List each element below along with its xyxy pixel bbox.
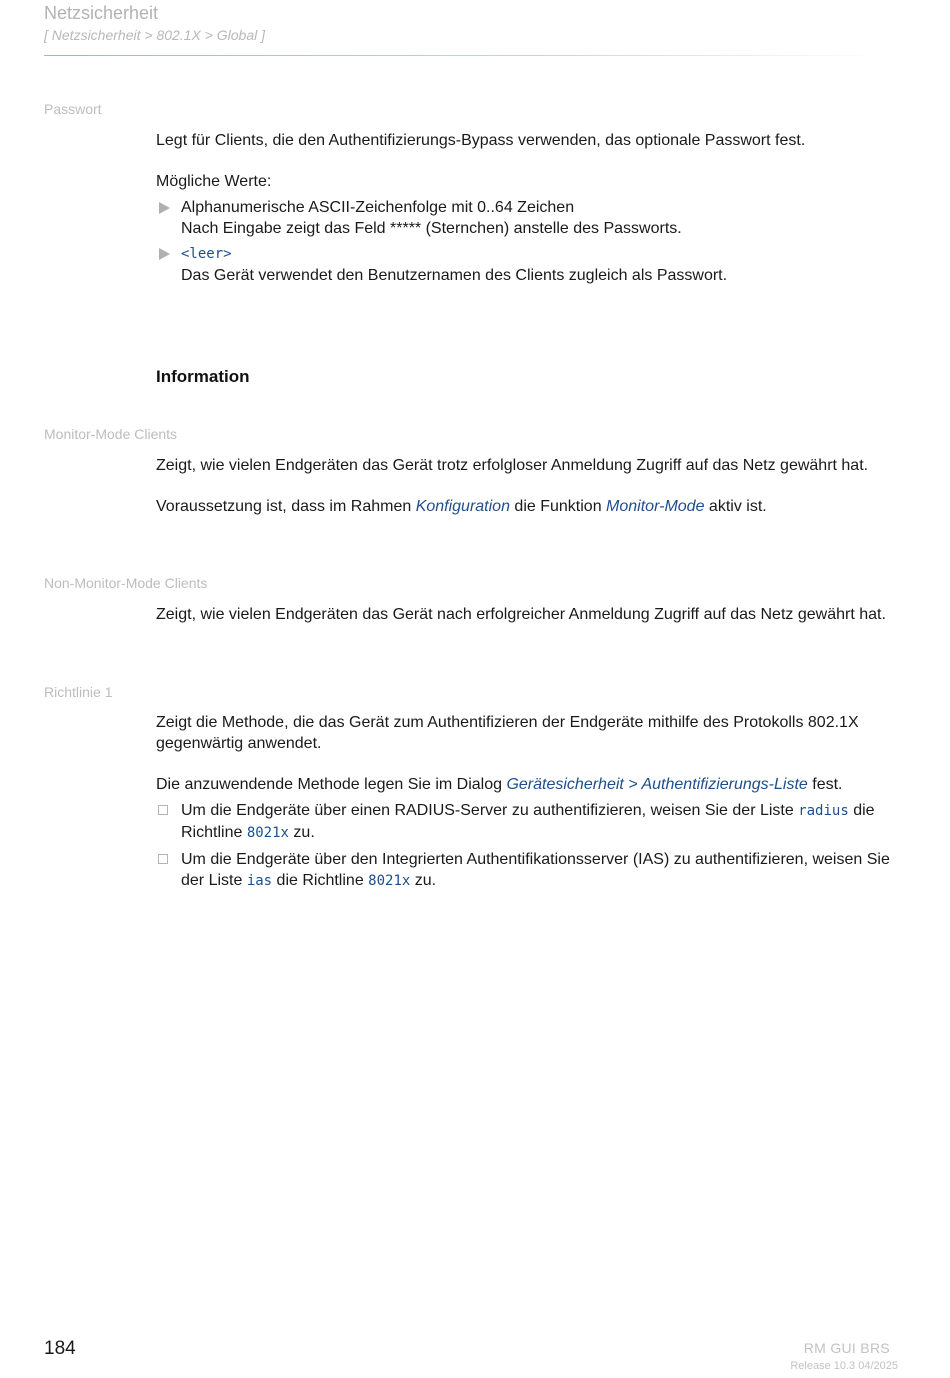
text-fragment: zu. — [288, 824, 315, 841]
text-fragment: Voraussetzung ist, dass im Rahmen — [156, 498, 416, 515]
param-label-monitor-mode-clients: Monitor-Mode Clients — [44, 426, 178, 442]
param-description: Zeigt, wie vielen Endgeräten das Gerät nach erfolgreicher Anmeldung Zugriff auf das Netz gewährt hat. — [156, 606, 886, 623]
triangle-bullet-icon — [159, 248, 170, 260]
breadcrumb: [ Netzsicherheit > 802.1X > Global ] — [44, 27, 266, 43]
text-fragment: fest. — [807, 776, 843, 793]
values-intro: Mögliche Werte: — [156, 173, 272, 190]
step-item-ias — [156, 849, 901, 892]
step-item-radius — [156, 800, 901, 844]
value-item-empty — [156, 243, 901, 286]
code-ias: ias — [246, 873, 273, 889]
param-label-passwort: Passwort — [44, 101, 102, 117]
text-fragment: Um die Endgeräte über den Integrierten Authentifikationsserver (IAS) zu authentifizieren, weisen Sie der Liste — [181, 851, 890, 889]
value-item-ascii — [156, 197, 901, 239]
text-fragment: die Richtline — [272, 872, 369, 889]
param-description: Legt für Clients, die den Authentifizierungs-Bypass verwenden, das optionale Passwort fest. — [156, 132, 806, 149]
code-8021x: 8021x — [368, 873, 411, 889]
param-description: Zeigt die Methode, die das Gerät zum Authentifizieren der Endgeräte mithilfe des Protokolls 802.1X gegenwärtig anwendet. — [156, 714, 859, 752]
prerequisite-text — [156, 496, 901, 517]
param-label-non-monitor-mode-clients: Non-Monitor-Mode Clients — [44, 575, 208, 591]
param-label-richtlinie-1: Richtlinie 1 — [44, 684, 113, 700]
text-fragment: die Richtline — [181, 802, 875, 841]
value-item-note: Nach Eingabe zeigt das Feld ***** (Sternchen) anstelle des Passworts. — [181, 220, 682, 237]
link-konfiguration[interactable]: Konfiguration — [415, 498, 510, 515]
value-code: <leer> — [181, 246, 232, 262]
page-header-title: Netzsicherheit — [44, 3, 159, 23]
triangle-bullet-icon — [159, 202, 170, 214]
param-block-monitor-mode-clients — [156, 455, 901, 517]
value-item-text: Alphanumerische ASCII-Zeichenfolge mit 0..64 Zeichen — [181, 199, 575, 216]
section-heading-information: Information — [156, 367, 250, 386]
page-number: 184 — [44, 1338, 76, 1359]
header-divider — [44, 55, 880, 56]
footer-release: Release 10.3 04/2025 — [790, 1360, 898, 1372]
text-fragment: Die anzuwendende Methode legen Sie im Dialog — [156, 776, 507, 793]
param-description: Zeigt, wie vielen Endgeräten das Gerät trotz erfolgloser Anmeldung Zugriff auf das Netz gewährt hat. — [156, 457, 869, 474]
value-item-note: Das Gerät verwendet den Benutzernamen des Clients zugleich als Passwort. — [181, 267, 728, 284]
dialog-instruction — [156, 774, 901, 795]
param-block-richtlinie-1 — [156, 712, 901, 892]
param-block-passwort — [156, 130, 901, 286]
text-fragment: zu. — [410, 872, 437, 889]
footer-doc-name: RM GUI BRS — [803, 1340, 890, 1356]
code-8021x: 8021x — [246, 825, 289, 841]
code-radius: radius — [798, 803, 849, 819]
checkbox-bullet-icon — [158, 805, 168, 815]
text-fragment: die Funktion — [509, 498, 607, 515]
link-authentifizierungs-liste[interactable]: Gerätesicherheit > Authentifizierungs-Liste — [506, 776, 808, 793]
checkbox-bullet-icon — [158, 854, 168, 864]
link-monitor-mode[interactable]: Monitor-Mode — [606, 498, 705, 515]
param-block-non-monitor-mode-clients — [156, 604, 901, 625]
text-fragment: aktiv ist. — [704, 498, 767, 515]
text-fragment: Um die Endgeräte über einen RADIUS-Server zu authentifizieren, weisen Sie der Liste — [181, 802, 799, 819]
